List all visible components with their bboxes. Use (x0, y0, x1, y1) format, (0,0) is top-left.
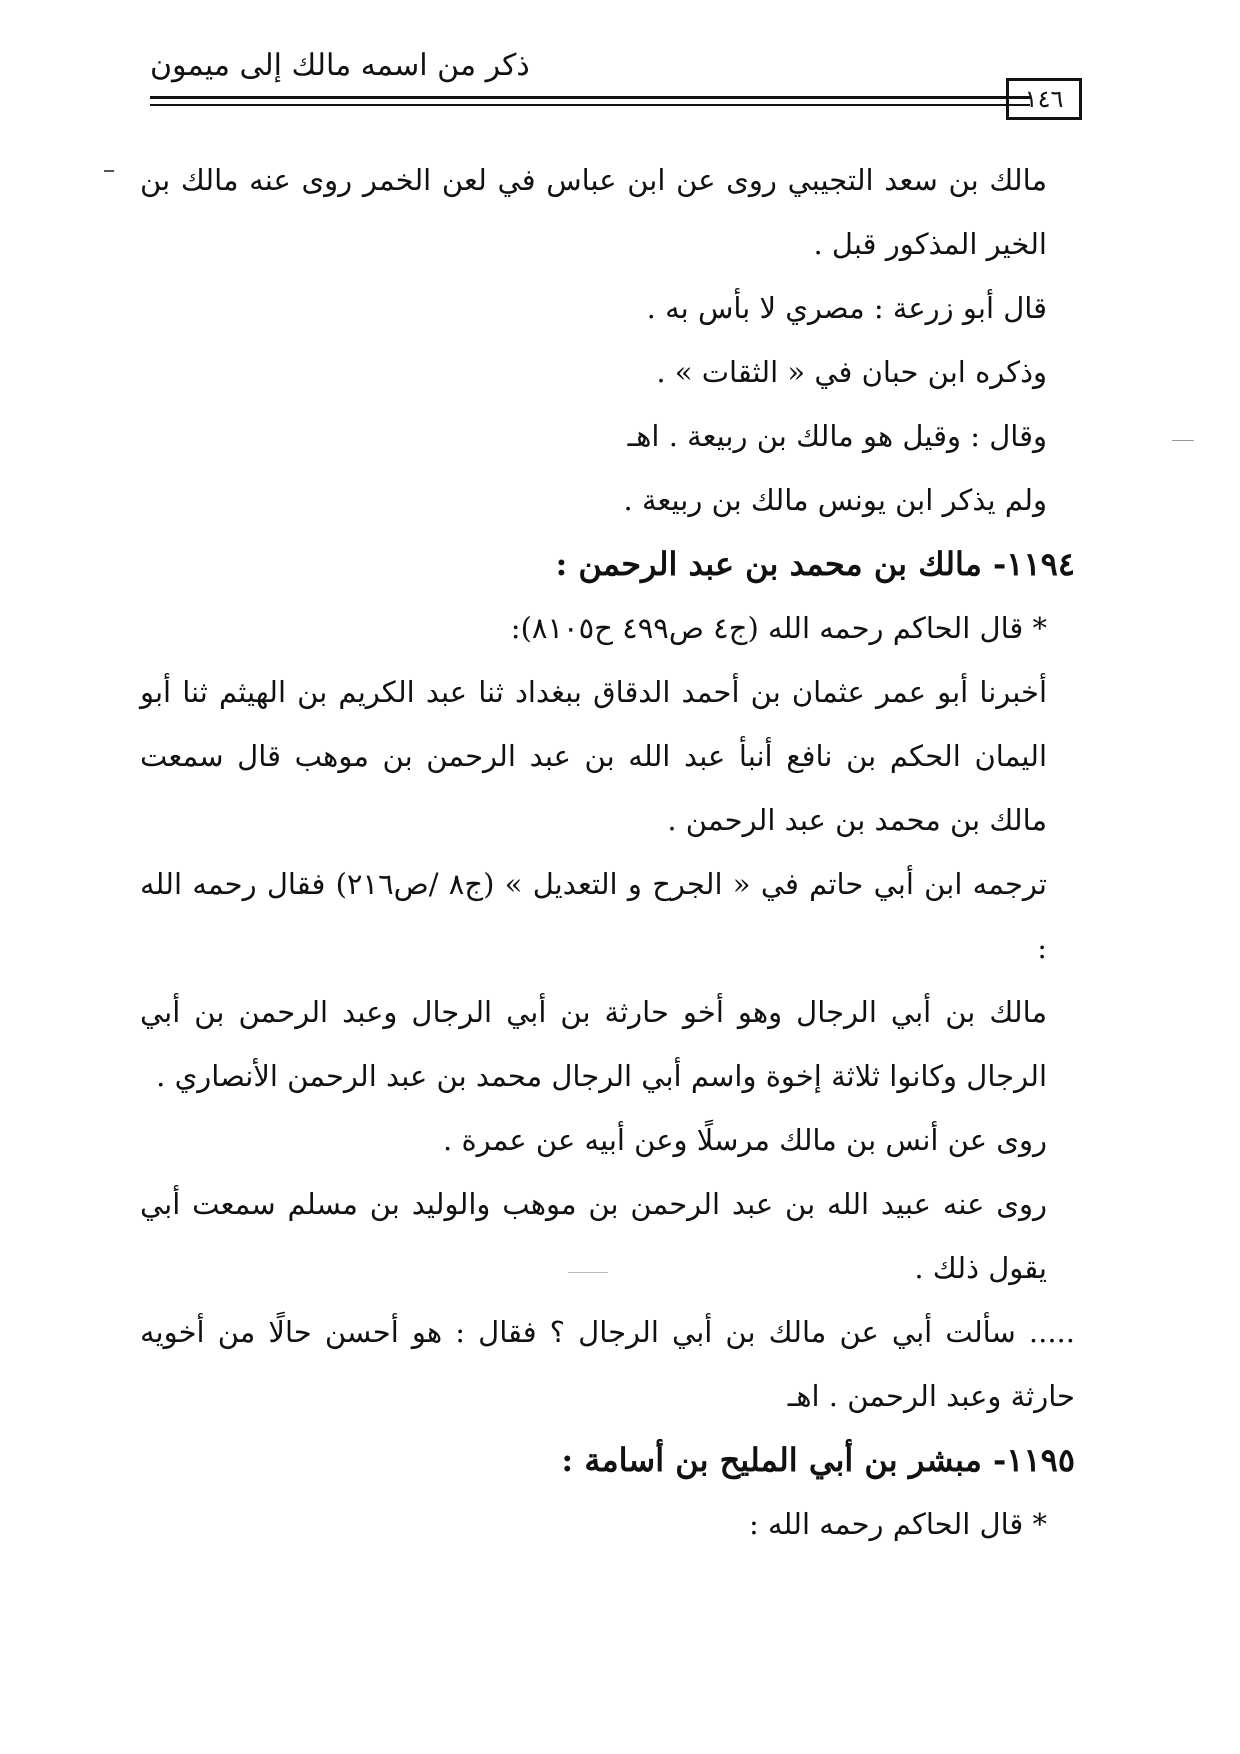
page-number: ١٤٦ (1006, 78, 1082, 120)
header-rule-thin (150, 104, 1030, 106)
scan-edge-mark (1172, 440, 1194, 441)
paragraph-ibn-yunus: ولم يذكر ابن يونس مالك بن ربيعة . (623, 483, 1047, 517)
header-rule-thick (150, 96, 1030, 99)
paragraph-isnad: أخبرنا أبو عمر عثمان بن أحمد الدقاق ببغداد ثنا عبد الكريم بن الهيثم ثنا أبو اليمان الحكم بن نافع أنبأ عبد الله بن عبد الرحمن بن موهب قال سمعت مالك بن محمد بن عبد الرحمن . (140, 675, 1047, 837)
page-body (140, 148, 1075, 1556)
paragraph-ibn-hibban: وذكره ابن حبان في « الثقات » . (656, 355, 1047, 389)
paragraph-hakim-1195: * قال الحاكم رحمه الله : (749, 1507, 1047, 1541)
paragraph-hakim-citation: * قال الحاكم رحمه الله (ج٤ ص٤٩٩ ح٨١٠٥): (510, 611, 1047, 645)
margin-dash (104, 170, 114, 172)
paragraph-malik-ibn-abi-al-rijal: مالك بن أبي الرجال وهو أخو حارثة بن أبي الرجال وعبد الرحمن بن أبي الرجال وكانوا ثلاثة إخوة واسم أبي الرجال محمد بن عبد الرحمن الأنصاري . (140, 995, 1047, 1093)
paragraph-qala-qil: وقال : وقيل هو مالك بن ربيعة . اهـ (627, 419, 1047, 453)
entry-heading-1194: ١١٩٤- مالك بن محمد بن عبد الرحمن : (555, 545, 1075, 583)
paragraph-rawa-anhu: روى عنه عبيد الله بن عبد الرحمن بن موهب والوليد بن مسلم سمعت أبي يقول ذلك . (140, 1187, 1047, 1285)
paragraph-malik-ibn-saad: مالك بن سعد التجيبي روى عن ابن عباس في لعن الخمر روى عنه مالك بن الخير المذكور قبل . (140, 163, 1047, 261)
paragraph-abu-zura: قال أبو زرعة : مصري لا بأس به . (646, 291, 1047, 325)
paragraph-saaltu-abi: ..... سألت أبي عن مالك بن أبي الرجال ؟ فقال : هو أحسن حالًا من أخويه حارثة وعبد الرحمن . اهـ (140, 1315, 1075, 1413)
paragraph-rawa-an: روى عن أنس بن مالك مرسلًا وعن أبيه عن عمرة . (443, 1123, 1047, 1157)
entry-heading-1195: ١١٩٥- مبشر بن أبي المليح بن أسامة : (561, 1441, 1075, 1479)
running-title: ذكر من اسمه مالك إلى ميمون (150, 48, 530, 83)
paragraph-ibn-abi-hatim: ترجمه ابن أبي حاتم في « الجرح و التعديل » (ج٨ /ص٢١٦) فقال رحمه الله : (140, 867, 1047, 965)
